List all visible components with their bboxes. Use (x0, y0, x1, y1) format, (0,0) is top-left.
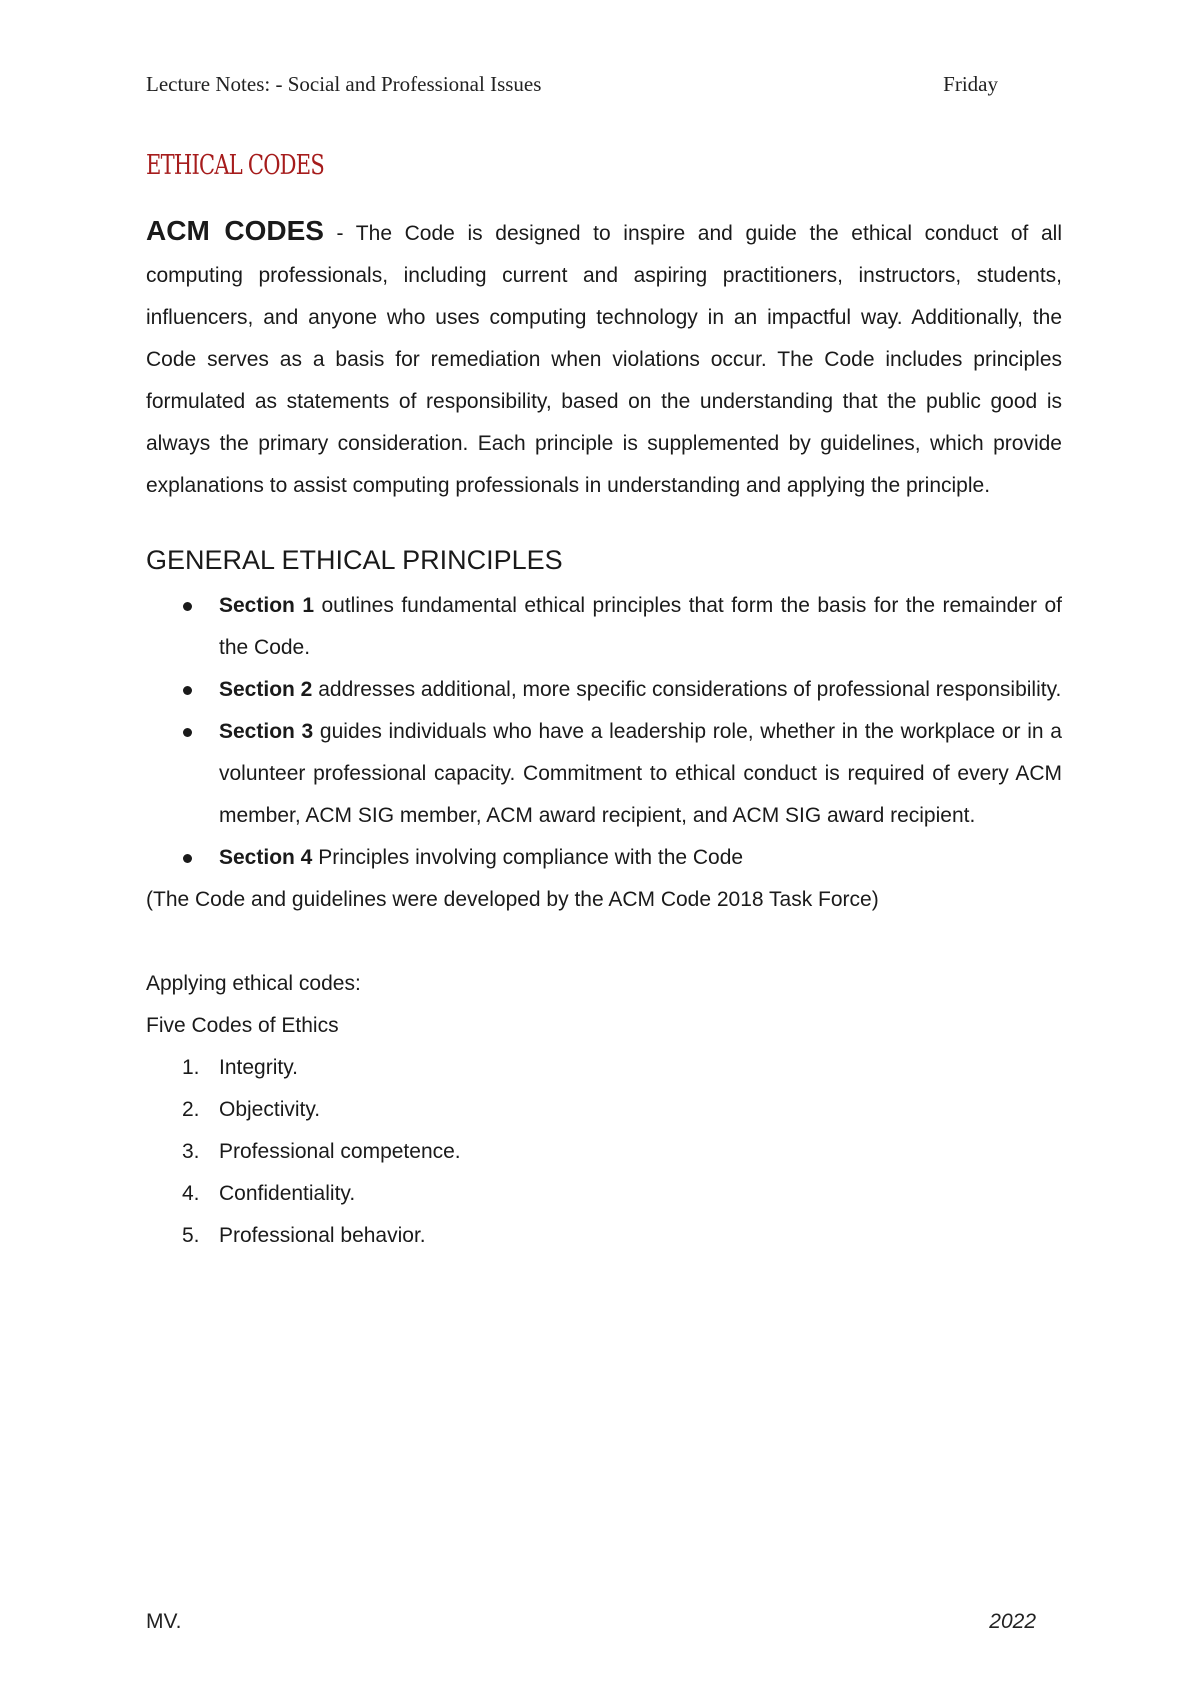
section-text: addresses additional, more specific considerations of professional responsibility. (312, 678, 1062, 701)
principles-list (146, 585, 1062, 879)
bullet-icon (183, 686, 192, 695)
header-course-title: Lecture Notes: - Social and Professional Issues (146, 72, 542, 96)
list-item (182, 1131, 1062, 1173)
section-text: outlines fundamental ethical principles that form the basis for the remainder of the Code. (219, 594, 1062, 659)
applying-heading: Applying ethical codes: (146, 972, 361, 995)
section-label: Section 2 (219, 678, 313, 701)
list-item (219, 711, 1062, 837)
list-number: 5. (182, 1224, 200, 1247)
list-number: 2. (182, 1098, 200, 1121)
list-text: Professional behavior. (219, 1224, 426, 1247)
header-day: Friday (943, 72, 998, 96)
five-codes-heading: Five Codes of Ethics (146, 1014, 339, 1037)
list-number: 3. (182, 1140, 200, 1163)
task-force-note: (The Code and guidelines were developed by the ACM Code 2018 Task Force) (146, 888, 879, 911)
intro-paragraph (146, 210, 1062, 507)
bullet-icon (183, 728, 192, 737)
section-label: Section 4 (219, 846, 313, 869)
ethics-list (146, 1047, 1062, 1257)
list-item (182, 1089, 1062, 1131)
intro-text: - The Code is designed to inspire and guide the ethical conduct of all computing professionals, including current and aspiring practitioners, instructors, students, influencers, and anyone who uses computing technology in an impactful way. Additionally, the Code serves as a basis for remediation when violations occur. The Code includes principles formulated as statements of responsibility, based on the understanding that the public good is always the primary consideration. Each principle is supplemented by guidelines, which provide explanations to assist computing professionals in understanding and applying the principle. (146, 222, 1062, 497)
list-item (219, 837, 1062, 879)
section-title: ETHICAL CODES (146, 150, 325, 181)
section-label: Section 3 (219, 720, 314, 743)
intro-lead: ACM CODES (146, 215, 324, 246)
list-item (182, 1047, 1062, 1089)
principles-heading: GENERAL ETHICAL PRINCIPLES (146, 545, 563, 575)
footer-author: MV. (146, 1610, 182, 1633)
page-footer (146, 1610, 1036, 1634)
list-text: Confidentiality. (219, 1182, 356, 1205)
list-item (182, 1215, 1062, 1257)
list-text: Objectivity. (219, 1098, 321, 1121)
list-text: Professional competence. (219, 1140, 461, 1163)
list-text: Integrity. (219, 1056, 298, 1079)
document-body (146, 210, 1062, 1257)
page-header (146, 72, 998, 97)
list-number: 4. (182, 1182, 200, 1205)
footer-year: 2022 (989, 1610, 1036, 1633)
list-item (219, 669, 1062, 711)
section-text: Principles involving compliance with the Code (312, 846, 744, 869)
section-label: Section 1 (219, 594, 314, 617)
list-item (182, 1173, 1062, 1215)
bullet-icon (183, 602, 192, 611)
list-number: 1. (182, 1056, 200, 1079)
section-text: guides individuals who have a leadership role, whether in the workplace or in a volunteer professional capacity. Commitment to ethical conduct is required of every ACM member, ACM SIG member, ACM award recipient, and ACM SIG award recipient. (219, 720, 1062, 827)
bullet-icon (183, 854, 192, 863)
spacer (146, 921, 1062, 963)
list-item (219, 585, 1062, 669)
